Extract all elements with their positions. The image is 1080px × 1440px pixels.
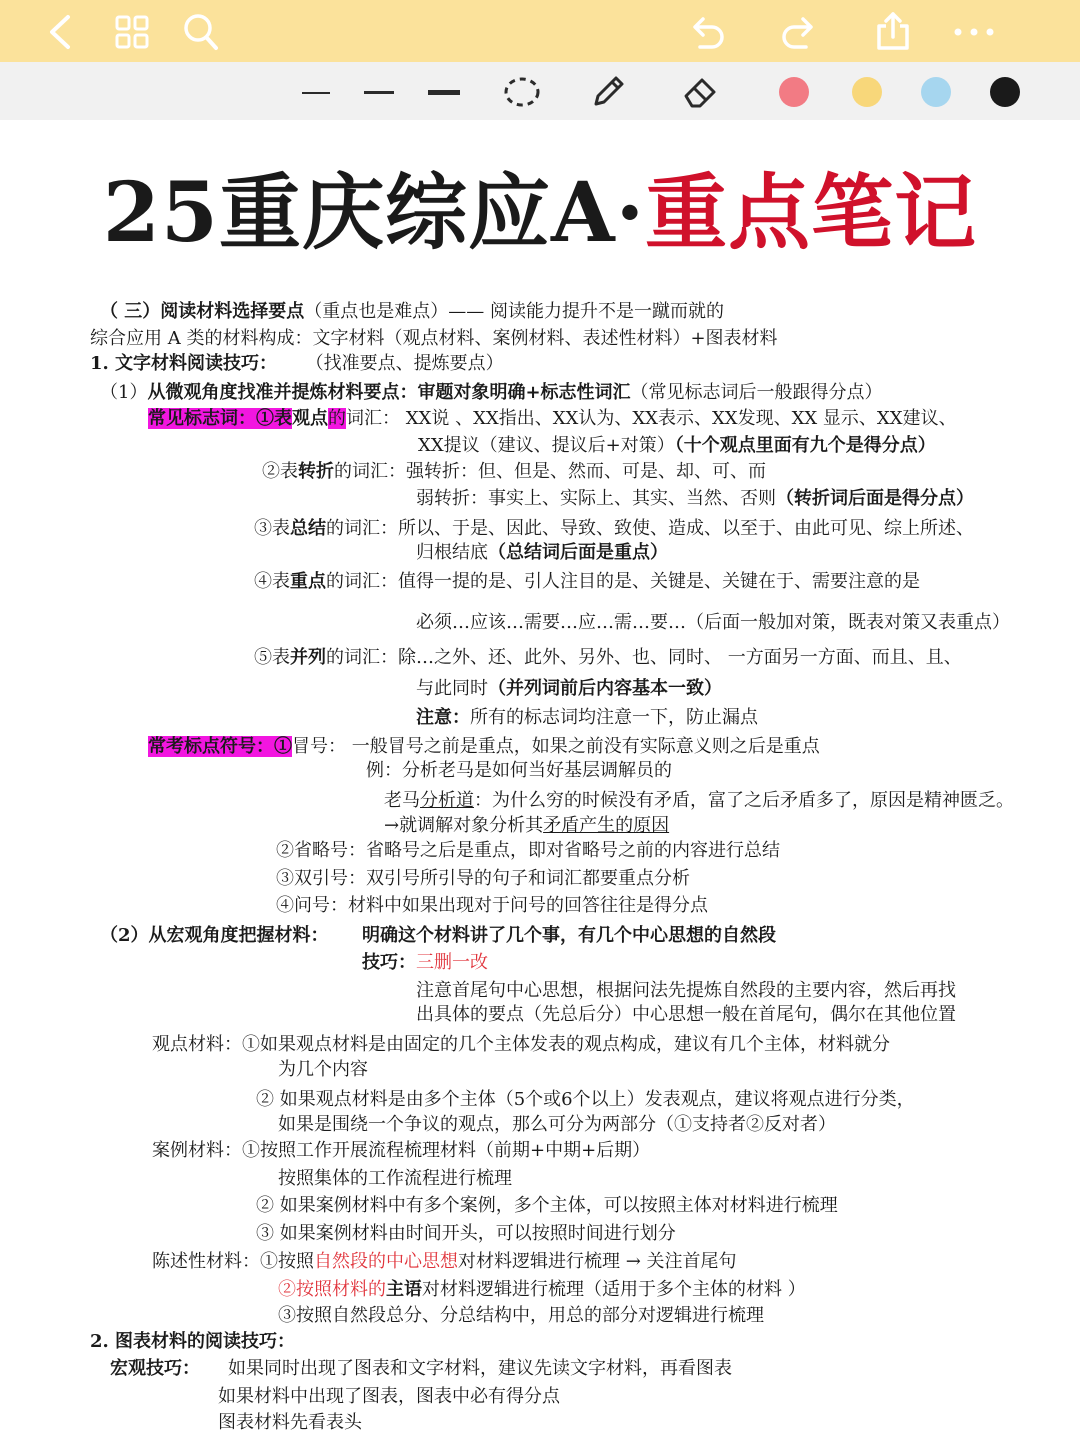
note-line: 按照集体的工作流程进行梳理 (278, 1168, 512, 1189)
note-line (362, 951, 488, 975)
note-text: 老马 (384, 790, 420, 811)
note-line: ② 如果案例材料中有多个案例，多个主体，可以按照主体对材料进行梳理 (256, 1195, 838, 1216)
note-text: ③表 (254, 518, 290, 539)
note-text: 弱转折：事实上、实际上、其实、当然、否则 (416, 488, 776, 509)
note-line: 综合应用 A 类的材料构成：文字材料（观点材料、案例材料、表述性材料）+图表材料 (90, 328, 778, 349)
top-app-bar (0, 0, 1080, 62)
note-emphasis: 宏观技巧： (110, 1358, 200, 1379)
note-line: 出具体的要点（先总后分）中心思想一般在首尾句，偶尔在其他位置 (416, 1004, 956, 1025)
note-emphasis: （十个观点里面有九个是得分点） (674, 435, 936, 456)
note-line (416, 677, 722, 701)
note-text: 与此同时 (416, 678, 488, 699)
page-title (0, 148, 1080, 265)
note-text: →就调解对象分析其 (384, 815, 544, 836)
note-text: 如果同时出现了图表和文字材料，建议先读文字材料，再看图表 (228, 1358, 732, 1379)
note-line (90, 352, 504, 376)
note-emphasis: 注意： (416, 707, 470, 728)
blue-color-swatch[interactable] (921, 77, 951, 107)
undo-icon[interactable] (688, 13, 726, 51)
section-heading: 2. 图表材料的阅读技巧： (90, 1331, 296, 1352)
note-text: （1） (100, 382, 148, 403)
section-heading: 从微观角度找准并提炼材料要点：审题对象明确+标志性词汇 (147, 382, 631, 403)
medium-stroke-option[interactable] (364, 91, 394, 94)
note-line: 为几个内容 (278, 1059, 368, 1080)
search-icon[interactable] (182, 12, 220, 52)
note-line: 观点材料：①如果观点材料是由固定的几个主体发表的观点构成，建议有几个主体，材料就分 (152, 1034, 890, 1055)
note-text: 的词汇：强转折：但、但是、然而、可是、却、可、而 (334, 461, 766, 482)
note-text: ②表 (262, 461, 298, 482)
back-arrow-icon[interactable] (44, 14, 74, 50)
note-line: 图表材料先看表头 (218, 1412, 362, 1433)
note-emphasis: （并列词前后内容基本一致） (488, 678, 722, 699)
thin-stroke-option[interactable] (302, 92, 330, 94)
note-emphasis: （总结词后面是重点） (488, 542, 668, 563)
note-line (278, 1278, 806, 1302)
share-icon[interactable] (874, 10, 912, 52)
highlight-label: 常见标志词：①表 (148, 408, 292, 429)
keyword: 主语 (386, 1279, 422, 1300)
note-line (152, 1250, 737, 1274)
note-line (148, 407, 957, 431)
section-heading: （2）从宏观角度把握材料： (100, 925, 329, 946)
more-options-icon[interactable] (952, 26, 996, 38)
eraser-tool-icon[interactable] (680, 72, 722, 112)
note-line: 如果是围绕一个争议的观点，那么可分为两部分（①支持者②反对者） (278, 1114, 836, 1135)
note-text: （重点也是难点）—— 阅读能力提升不是一蹴而就的 (304, 301, 724, 322)
note-emphasis: 明确这个材料讲了几个事，有几个中心思想的自然段 (362, 925, 776, 946)
redo-icon[interactable] (780, 13, 818, 51)
note-line (254, 646, 962, 670)
highlight-label: 的 (328, 408, 346, 429)
note-line (418, 434, 936, 458)
underlined-text: 分析道 (420, 790, 474, 811)
keyword: 总结 (290, 518, 326, 539)
highlight-label: 常考标点符号：① (148, 736, 292, 757)
red-text: 按照材料的 (296, 1279, 386, 1300)
note-text: 词汇： XX说 、XX指出、XX认为、XX表示、XX发现、XX 显示、XX建议、 (346, 408, 957, 429)
note-text: XX提议（建议、提议后+对策） (418, 435, 675, 456)
section-heading: 1. 文字材料阅读技巧： (90, 353, 278, 374)
note-line: ②省略号：省略号之后是重点，即对省略号之前的内容进行总结 (276, 840, 780, 861)
note-emphasis: 技巧： (362, 952, 416, 973)
note-line: ③ 如果案例材料由时间开头，可以按照时间进行划分 (256, 1223, 676, 1244)
note-line: 例：分析老马是如何当好基层调解员的 (366, 760, 672, 781)
keyword: 并列 (290, 647, 326, 668)
note-line: 案例材料：①按照工作开展流程梳理材料（前期+中期+后期） (152, 1140, 651, 1161)
note-text: 对材料逻辑进行梳理（适用于多个主体的材料 ） (422, 1279, 806, 1300)
note-text: 的词汇：值得一提的是、引人注目的是、关键是、关键在于、需要注意的是 (326, 571, 920, 592)
note-line: ③双引号：双引号所引导的句子和词汇都要重点分析 (276, 868, 690, 889)
keyword: 重点 (290, 571, 326, 592)
note-line (262, 460, 766, 484)
note-text: （找准要点、提炼要点） (305, 353, 504, 374)
note-line (100, 924, 776, 948)
note-text: 的词汇：所以、于是、因此、导致、致使、造成、以至于、由此可见、综上所述、 (326, 518, 974, 539)
note-line (384, 789, 1014, 813)
note-text: ④表 (254, 571, 290, 592)
note-text: ⑤表 (254, 647, 290, 668)
note-text: 的词汇：除…之外、还、此外、另外、也、同时、 一方面另一方面、而且、且、 (326, 647, 962, 668)
note-line: ④问号：材料中如果出现对于问号的回答往往是得分点 (276, 895, 708, 916)
yellow-color-swatch[interactable] (852, 77, 882, 107)
note-text: 对材料逻辑进行梳理 → 关注首尾句 (458, 1251, 737, 1272)
section-heading: （ 三）阅读材料选择要点 (100, 301, 305, 322)
note-text: 归根结底 (416, 542, 488, 563)
note-line (110, 1357, 732, 1381)
note-line (100, 381, 883, 405)
thick-stroke-option[interactable] (428, 90, 460, 95)
keyword: 观点 (292, 408, 328, 429)
note-emphasis: （转折词后面是得分点） (776, 488, 974, 509)
title-red-part: 重点笔记 (645, 165, 978, 261)
red-text: 三删一改 (416, 952, 488, 973)
note-line (384, 814, 669, 838)
red-text: ② (278, 1279, 296, 1300)
note-line: 注意首尾句中心思想，根据问法先提炼自然段的主要内容，然后再找 (416, 980, 956, 1001)
note-text: ：为什么穷的时候没有矛盾，富了之后矛盾多了，原因是精神匮乏。 (474, 790, 1014, 811)
title-black-part: 25重庆综应A· (102, 165, 646, 261)
note-line (254, 570, 920, 594)
grid-view-icon[interactable] (114, 14, 150, 50)
note-line (254, 517, 974, 541)
note-line: 必须…应该…需要…应…需…要…（后面一般加对策，既表对策又表重点） (416, 612, 1010, 633)
note-line (416, 541, 668, 565)
note-line (416, 487, 974, 511)
note-line: ② 如果观点材料是由多个主体（5个或6个以上）发表观点，建议将观点进行分类， (256, 1089, 915, 1110)
note-line: ③按照自然段总分、分总结构中，用总的部分对逻辑进行梳理 (278, 1305, 764, 1326)
red-text: 自然段的中心思想 (314, 1251, 458, 1272)
note-text: 冒号： 一般冒号之前是重点，如果之前没有实际意义则之后是重点 (292, 736, 820, 757)
note-line (416, 706, 758, 730)
note-text: 所有的标志词均注意一下，防止漏点 (470, 707, 758, 728)
note-text: （常见标志词后一般跟得分点） (630, 382, 883, 403)
note-text: 陈述性材料：①按照 (152, 1251, 314, 1272)
note-line: 如果材料中出现了图表，图表中必有得分点 (218, 1386, 560, 1407)
note-line (100, 300, 724, 324)
pen-tool-icon[interactable] (588, 72, 628, 112)
keyword: 转折 (298, 461, 334, 482)
drawing-toolbar (0, 62, 1080, 120)
underlined-text: 矛盾产生的原因 (543, 815, 670, 836)
black-color-swatch[interactable] (990, 77, 1020, 107)
pink-color-swatch[interactable] (779, 77, 809, 107)
lasso-select-icon[interactable] (502, 74, 542, 110)
note-line (148, 735, 820, 759)
